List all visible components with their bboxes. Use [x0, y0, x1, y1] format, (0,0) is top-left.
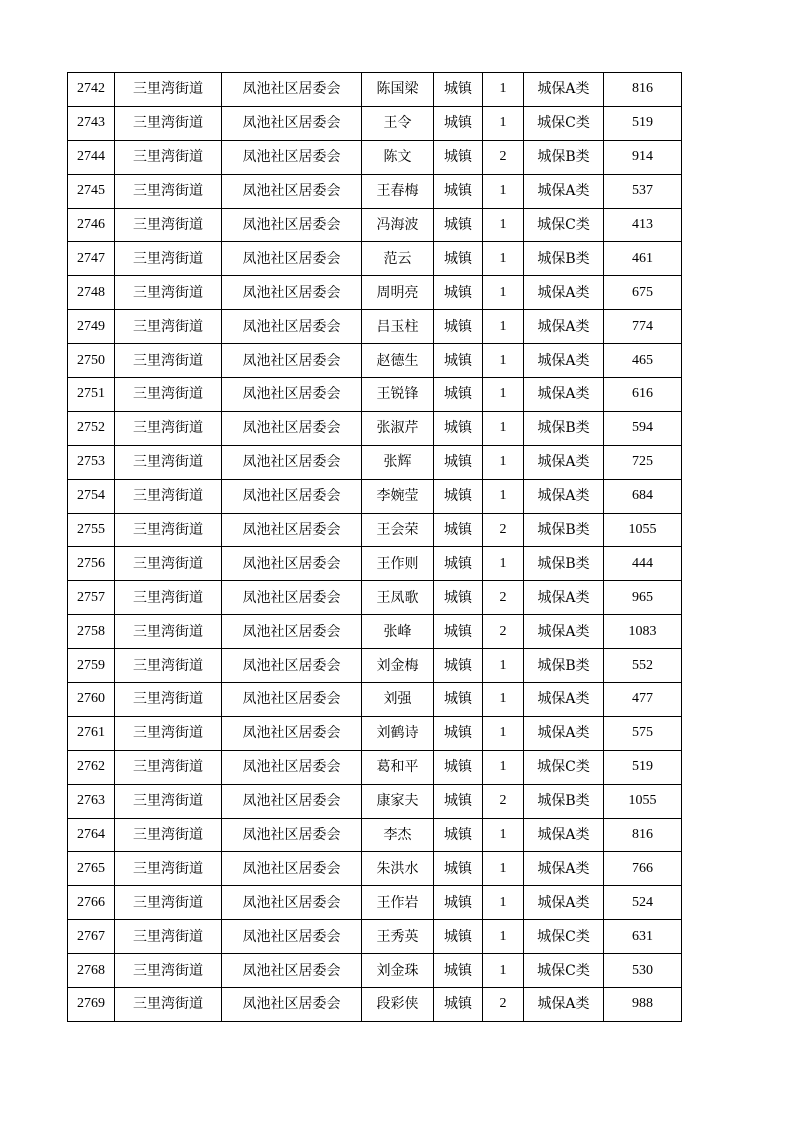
table-row: [68, 208, 682, 242]
table-row: [68, 242, 682, 276]
category-cell: 城保B类: [524, 547, 604, 581]
table-row: [68, 954, 682, 988]
name-cell: 陈文: [362, 140, 434, 174]
street-cell: 三里湾街道: [115, 378, 222, 412]
household-size-cell: 1: [483, 242, 524, 276]
category-cell: 城保A类: [524, 818, 604, 852]
amount-cell: 725: [604, 445, 682, 479]
serial-number-cell: 2743: [68, 106, 115, 140]
table-row: [68, 920, 682, 954]
serial-number-cell: 2756: [68, 547, 115, 581]
household-size-cell: 1: [483, 750, 524, 784]
serial-number-cell: 2751: [68, 378, 115, 412]
household-size-cell: 1: [483, 479, 524, 513]
name-cell: 王会荣: [362, 513, 434, 547]
category-cell: 城保A类: [524, 445, 604, 479]
amount-cell: 816: [604, 73, 682, 107]
area-type-cell: 城镇: [434, 954, 483, 988]
area-type-cell: 城镇: [434, 886, 483, 920]
name-cell: 葛和平: [362, 750, 434, 784]
amount-cell: 1083: [604, 615, 682, 649]
area-type-cell: 城镇: [434, 547, 483, 581]
category-cell: 城保A类: [524, 378, 604, 412]
serial-number-cell: 2750: [68, 344, 115, 378]
community-cell: 凤池社区居委会: [222, 378, 362, 412]
street-cell: 三里湾街道: [115, 174, 222, 208]
area-type-cell: 城镇: [434, 378, 483, 412]
amount-cell: 594: [604, 411, 682, 445]
area-type-cell: 城镇: [434, 615, 483, 649]
amount-cell: 774: [604, 310, 682, 344]
household-size-cell: 1: [483, 445, 524, 479]
name-cell: 刘强: [362, 683, 434, 717]
serial-number-cell: 2748: [68, 276, 115, 310]
serial-number-cell: 2763: [68, 784, 115, 818]
name-cell: 李杰: [362, 818, 434, 852]
street-cell: 三里湾街道: [115, 208, 222, 242]
street-cell: 三里湾街道: [115, 818, 222, 852]
serial-number-cell: 2760: [68, 683, 115, 717]
amount-cell: 616: [604, 378, 682, 412]
household-size-cell: 1: [483, 886, 524, 920]
street-cell: 三里湾街道: [115, 954, 222, 988]
serial-number-cell: 2749: [68, 310, 115, 344]
area-type-cell: 城镇: [434, 208, 483, 242]
category-cell: 城保A类: [524, 615, 604, 649]
amount-cell: 552: [604, 649, 682, 683]
area-type-cell: 城镇: [434, 73, 483, 107]
category-cell: 城保A类: [524, 988, 604, 1022]
name-cell: 张淑芹: [362, 411, 434, 445]
area-type-cell: 城镇: [434, 411, 483, 445]
area-type-cell: 城镇: [434, 242, 483, 276]
serial-number-cell: 2762: [68, 750, 115, 784]
household-size-cell: 1: [483, 954, 524, 988]
table-body: [68, 73, 682, 1022]
name-cell: 吕玉柱: [362, 310, 434, 344]
area-type-cell: 城镇: [434, 683, 483, 717]
area-type-cell: 城镇: [434, 513, 483, 547]
community-cell: 凤池社区居委会: [222, 818, 362, 852]
serial-number-cell: 2765: [68, 852, 115, 886]
category-cell: 城保C类: [524, 954, 604, 988]
name-cell: 张辉: [362, 445, 434, 479]
table-row: [68, 716, 682, 750]
amount-cell: 766: [604, 852, 682, 886]
serial-number-cell: 2767: [68, 920, 115, 954]
name-cell: 张峰: [362, 615, 434, 649]
community-cell: 凤池社区居委会: [222, 140, 362, 174]
street-cell: 三里湾街道: [115, 106, 222, 140]
area-type-cell: 城镇: [434, 581, 483, 615]
name-cell: 周明亮: [362, 276, 434, 310]
household-size-cell: 1: [483, 208, 524, 242]
table-row: [68, 750, 682, 784]
name-cell: 康家夫: [362, 784, 434, 818]
street-cell: 三里湾街道: [115, 615, 222, 649]
name-cell: 刘金梅: [362, 649, 434, 683]
table-row: [68, 276, 682, 310]
name-cell: 段彩侠: [362, 988, 434, 1022]
household-size-cell: 1: [483, 920, 524, 954]
community-cell: 凤池社区居委会: [222, 547, 362, 581]
household-size-cell: 2: [483, 513, 524, 547]
street-cell: 三里湾街道: [115, 852, 222, 886]
street-cell: 三里湾街道: [115, 344, 222, 378]
amount-cell: 461: [604, 242, 682, 276]
category-cell: 城保C类: [524, 920, 604, 954]
table-row: [68, 174, 682, 208]
table-row: [68, 852, 682, 886]
name-cell: 王春梅: [362, 174, 434, 208]
table-row: [68, 445, 682, 479]
street-cell: 三里湾街道: [115, 581, 222, 615]
area-type-cell: 城镇: [434, 818, 483, 852]
street-cell: 三里湾街道: [115, 547, 222, 581]
category-cell: 城保A类: [524, 716, 604, 750]
serial-number-cell: 2761: [68, 716, 115, 750]
serial-number-cell: 2759: [68, 649, 115, 683]
recipient-table: [67, 72, 682, 1022]
category-cell: 城保C类: [524, 750, 604, 784]
table-row: [68, 106, 682, 140]
name-cell: 刘鹤诗: [362, 716, 434, 750]
table-row: [68, 73, 682, 107]
community-cell: 凤池社区居委会: [222, 344, 362, 378]
serial-number-cell: 2758: [68, 615, 115, 649]
street-cell: 三里湾街道: [115, 886, 222, 920]
table-row: [68, 344, 682, 378]
name-cell: 冯海波: [362, 208, 434, 242]
amount-cell: 477: [604, 683, 682, 717]
street-cell: 三里湾街道: [115, 784, 222, 818]
amount-cell: 413: [604, 208, 682, 242]
area-type-cell: 城镇: [434, 750, 483, 784]
area-type-cell: 城镇: [434, 784, 483, 818]
name-cell: 王作岩: [362, 886, 434, 920]
household-size-cell: 1: [483, 547, 524, 581]
amount-cell: 537: [604, 174, 682, 208]
street-cell: 三里湾街道: [115, 513, 222, 547]
amount-cell: 965: [604, 581, 682, 615]
name-cell: 赵德生: [362, 344, 434, 378]
table-row: [68, 547, 682, 581]
household-size-cell: 2: [483, 615, 524, 649]
table-row: [68, 479, 682, 513]
category-cell: 城保B类: [524, 513, 604, 547]
household-size-cell: 2: [483, 140, 524, 174]
household-size-cell: 1: [483, 818, 524, 852]
community-cell: 凤池社区居委会: [222, 649, 362, 683]
household-size-cell: 1: [483, 344, 524, 378]
household-size-cell: 1: [483, 716, 524, 750]
amount-cell: 444: [604, 547, 682, 581]
community-cell: 凤池社区居委会: [222, 242, 362, 276]
community-cell: 凤池社区居委会: [222, 615, 362, 649]
household-size-cell: 1: [483, 276, 524, 310]
street-cell: 三里湾街道: [115, 649, 222, 683]
community-cell: 凤池社区居委会: [222, 411, 362, 445]
area-type-cell: 城镇: [434, 852, 483, 886]
serial-number-cell: 2757: [68, 581, 115, 615]
category-cell: 城保B类: [524, 242, 604, 276]
serial-number-cell: 2744: [68, 140, 115, 174]
area-type-cell: 城镇: [434, 310, 483, 344]
category-cell: 城保A类: [524, 344, 604, 378]
community-cell: 凤池社区居委会: [222, 276, 362, 310]
serial-number-cell: 2742: [68, 73, 115, 107]
name-cell: 王作则: [362, 547, 434, 581]
street-cell: 三里湾街道: [115, 683, 222, 717]
amount-cell: 1055: [604, 784, 682, 818]
community-cell: 凤池社区居委会: [222, 73, 362, 107]
category-cell: 城保B类: [524, 140, 604, 174]
amount-cell: 631: [604, 920, 682, 954]
amount-cell: 465: [604, 344, 682, 378]
serial-number-cell: 2745: [68, 174, 115, 208]
household-size-cell: 2: [483, 784, 524, 818]
street-cell: 三里湾街道: [115, 479, 222, 513]
serial-number-cell: 2754: [68, 479, 115, 513]
table-row: [68, 683, 682, 717]
name-cell: 王凤歌: [362, 581, 434, 615]
serial-number-cell: 2746: [68, 208, 115, 242]
name-cell: 王秀英: [362, 920, 434, 954]
category-cell: 城保A类: [524, 581, 604, 615]
household-size-cell: 1: [483, 378, 524, 412]
area-type-cell: 城镇: [434, 344, 483, 378]
area-type-cell: 城镇: [434, 716, 483, 750]
category-cell: 城保A类: [524, 886, 604, 920]
street-cell: 三里湾街道: [115, 411, 222, 445]
serial-number-cell: 2769: [68, 988, 115, 1022]
category-cell: 城保A类: [524, 479, 604, 513]
category-cell: 城保A类: [524, 310, 604, 344]
table-row: [68, 310, 682, 344]
name-cell: 朱洪水: [362, 852, 434, 886]
amount-cell: 684: [604, 479, 682, 513]
community-cell: 凤池社区居委会: [222, 716, 362, 750]
street-cell: 三里湾街道: [115, 140, 222, 174]
area-type-cell: 城镇: [434, 106, 483, 140]
name-cell: 王锐锋: [362, 378, 434, 412]
name-cell: 范云: [362, 242, 434, 276]
table-row: [68, 886, 682, 920]
street-cell: 三里湾街道: [115, 73, 222, 107]
table-row: [68, 140, 682, 174]
street-cell: 三里湾街道: [115, 716, 222, 750]
category-cell: 城保B类: [524, 649, 604, 683]
category-cell: 城保C类: [524, 106, 604, 140]
amount-cell: 816: [604, 818, 682, 852]
category-cell: 城保A类: [524, 683, 604, 717]
community-cell: 凤池社区居委会: [222, 683, 362, 717]
community-cell: 凤池社区居委会: [222, 208, 362, 242]
street-cell: 三里湾街道: [115, 276, 222, 310]
amount-cell: 575: [604, 716, 682, 750]
name-cell: 陈国梁: [362, 73, 434, 107]
category-cell: 城保B类: [524, 411, 604, 445]
table-row: [68, 581, 682, 615]
serial-number-cell: 2764: [68, 818, 115, 852]
name-cell: 李婉莹: [362, 479, 434, 513]
community-cell: 凤池社区居委会: [222, 310, 362, 344]
amount-cell: 530: [604, 954, 682, 988]
table-row: [68, 818, 682, 852]
community-cell: 凤池社区居委会: [222, 954, 362, 988]
area-type-cell: 城镇: [434, 988, 483, 1022]
amount-cell: 675: [604, 276, 682, 310]
amount-cell: 519: [604, 750, 682, 784]
serial-number-cell: 2766: [68, 886, 115, 920]
area-type-cell: 城镇: [434, 479, 483, 513]
amount-cell: 914: [604, 140, 682, 174]
area-type-cell: 城镇: [434, 920, 483, 954]
household-size-cell: 2: [483, 988, 524, 1022]
category-cell: 城保A类: [524, 852, 604, 886]
serial-number-cell: 2752: [68, 411, 115, 445]
amount-cell: 1055: [604, 513, 682, 547]
area-type-cell: 城镇: [434, 174, 483, 208]
street-cell: 三里湾街道: [115, 310, 222, 344]
table-row: [68, 411, 682, 445]
household-size-cell: 1: [483, 411, 524, 445]
category-cell: 城保A类: [524, 174, 604, 208]
serial-number-cell: 2768: [68, 954, 115, 988]
community-cell: 凤池社区居委会: [222, 106, 362, 140]
serial-number-cell: 2755: [68, 513, 115, 547]
serial-number-cell: 2753: [68, 445, 115, 479]
community-cell: 凤池社区居委会: [222, 174, 362, 208]
household-size-cell: 1: [483, 106, 524, 140]
community-cell: 凤池社区居委会: [222, 513, 362, 547]
community-cell: 凤池社区居委会: [222, 886, 362, 920]
category-cell: 城保C类: [524, 208, 604, 242]
table-row: [68, 988, 682, 1022]
community-cell: 凤池社区居委会: [222, 988, 362, 1022]
household-size-cell: 1: [483, 649, 524, 683]
household-size-cell: 1: [483, 174, 524, 208]
area-type-cell: 城镇: [434, 140, 483, 174]
household-size-cell: 1: [483, 852, 524, 886]
area-type-cell: 城镇: [434, 276, 483, 310]
community-cell: 凤池社区居委会: [222, 479, 362, 513]
community-cell: 凤池社区居委会: [222, 852, 362, 886]
amount-cell: 524: [604, 886, 682, 920]
table-row: [68, 649, 682, 683]
category-cell: 城保A类: [524, 73, 604, 107]
street-cell: 三里湾街道: [115, 445, 222, 479]
street-cell: 三里湾街道: [115, 988, 222, 1022]
household-size-cell: 1: [483, 73, 524, 107]
amount-cell: 519: [604, 106, 682, 140]
table-row: [68, 784, 682, 818]
table-row: [68, 615, 682, 649]
category-cell: 城保B类: [524, 784, 604, 818]
street-cell: 三里湾街道: [115, 920, 222, 954]
community-cell: 凤池社区居委会: [222, 750, 362, 784]
household-size-cell: 2: [483, 581, 524, 615]
name-cell: 王令: [362, 106, 434, 140]
area-type-cell: 城镇: [434, 649, 483, 683]
community-cell: 凤池社区居委会: [222, 581, 362, 615]
category-cell: 城保A类: [524, 276, 604, 310]
name-cell: 刘金珠: [362, 954, 434, 988]
street-cell: 三里湾街道: [115, 242, 222, 276]
household-size-cell: 1: [483, 683, 524, 717]
household-size-cell: 1: [483, 310, 524, 344]
table-row: [68, 513, 682, 547]
street-cell: 三里湾街道: [115, 750, 222, 784]
community-cell: 凤池社区居委会: [222, 445, 362, 479]
community-cell: 凤池社区居委会: [222, 784, 362, 818]
amount-cell: 988: [604, 988, 682, 1022]
serial-number-cell: 2747: [68, 242, 115, 276]
community-cell: 凤池社区居委会: [222, 920, 362, 954]
area-type-cell: 城镇: [434, 445, 483, 479]
table-row: [68, 378, 682, 412]
